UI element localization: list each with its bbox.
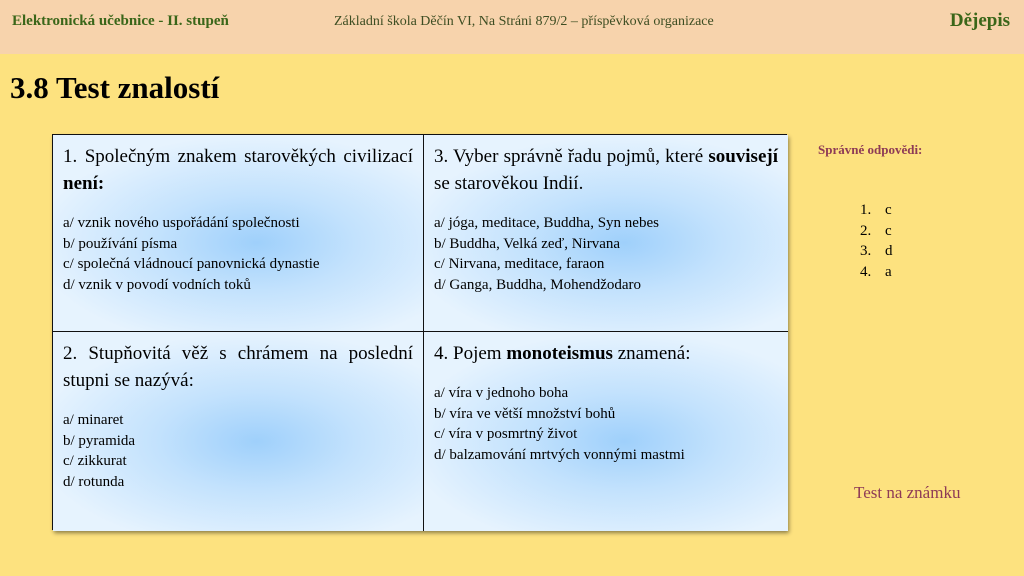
option-3d[interactable]: d/ Ganga, Buddha, Mohendžodaro bbox=[434, 276, 642, 293]
answer-item-3: 3. d bbox=[860, 243, 893, 259]
option-1d[interactable]: d/ vznik v povodí vodních toků bbox=[63, 276, 251, 293]
option-4b[interactable]: b/ víra ve větší množství bohů bbox=[434, 405, 616, 422]
question-cell-3 bbox=[424, 135, 788, 332]
question-cell-2 bbox=[53, 332, 424, 531]
options-list-3 bbox=[434, 213, 778, 295]
option-4a[interactable]: a/ víra v jednoho boha bbox=[434, 385, 569, 401]
option-2a[interactable]: a/ minaret bbox=[63, 412, 124, 428]
question-cell-4 bbox=[424, 332, 788, 531]
option-2b[interactable]: b/ pyramida bbox=[63, 432, 136, 449]
option-4d[interactable]: d/ balzamování mrtvých vonnými mastmi bbox=[434, 446, 685, 463]
option-3a[interactable]: a/ jóga, meditace, Buddha, Syn nebes bbox=[434, 215, 659, 231]
option-1b[interactable]: b/ používání písma bbox=[63, 235, 178, 252]
answers-title: Správné odpovědi: bbox=[818, 142, 923, 157]
question-text-4: 4. Pojem monoteismus znamená: bbox=[434, 343, 691, 364]
options-list-1 bbox=[63, 213, 413, 295]
page-title: 3.8 Test znalostí bbox=[10, 70, 220, 105]
question-text-3: 3. Vyber správně řadu pojmů, které souvisejí se starověkou Indií. bbox=[434, 146, 778, 194]
graded-test-link[interactable]: Test na známku bbox=[854, 483, 961, 502]
option-3b[interactable]: b/ Buddha, Velká zeď, Nirvana bbox=[434, 235, 621, 252]
subject-label: Dějepis bbox=[949, 10, 1010, 31]
options-list-4 bbox=[434, 383, 778, 465]
option-2c[interactable]: c/ zikkurat bbox=[63, 453, 127, 469]
question-cell-1 bbox=[53, 135, 424, 332]
question-text-1: 1. Společným znakem starověkých civilizací není: bbox=[63, 146, 413, 194]
option-1c[interactable]: c/ společná vládnoucí panovnická dynastie bbox=[63, 256, 320, 272]
answer-item-1: 1. c bbox=[860, 202, 892, 218]
option-1a[interactable]: a/ vznik nového uspořádání společnosti bbox=[63, 215, 300, 231]
header-bar bbox=[0, 0, 1024, 54]
option-3c[interactable]: c/ Nirvana, meditace, faraon bbox=[434, 256, 605, 272]
quiz-table bbox=[52, 134, 787, 530]
answers-panel bbox=[818, 142, 922, 282]
answer-item-2: 2. c bbox=[860, 222, 892, 239]
school-name: Základní škola Děčín VI, Na Stráni 879/2 – příspěvková organizace bbox=[334, 14, 714, 29]
options-list-2 bbox=[63, 410, 413, 492]
question-text-2: 2. Stupňovitá věž s chrámem na poslední stupni se nazývá: bbox=[63, 343, 413, 391]
option-2d[interactable]: d/ rotunda bbox=[63, 473, 125, 490]
answers-list bbox=[860, 200, 922, 282]
textbook-label: Elektronická učebnice - II. stupeň bbox=[12, 13, 229, 29]
option-4c[interactable]: c/ víra v posmrtný život bbox=[434, 426, 578, 442]
answer-item-4: 4. a bbox=[860, 263, 892, 280]
